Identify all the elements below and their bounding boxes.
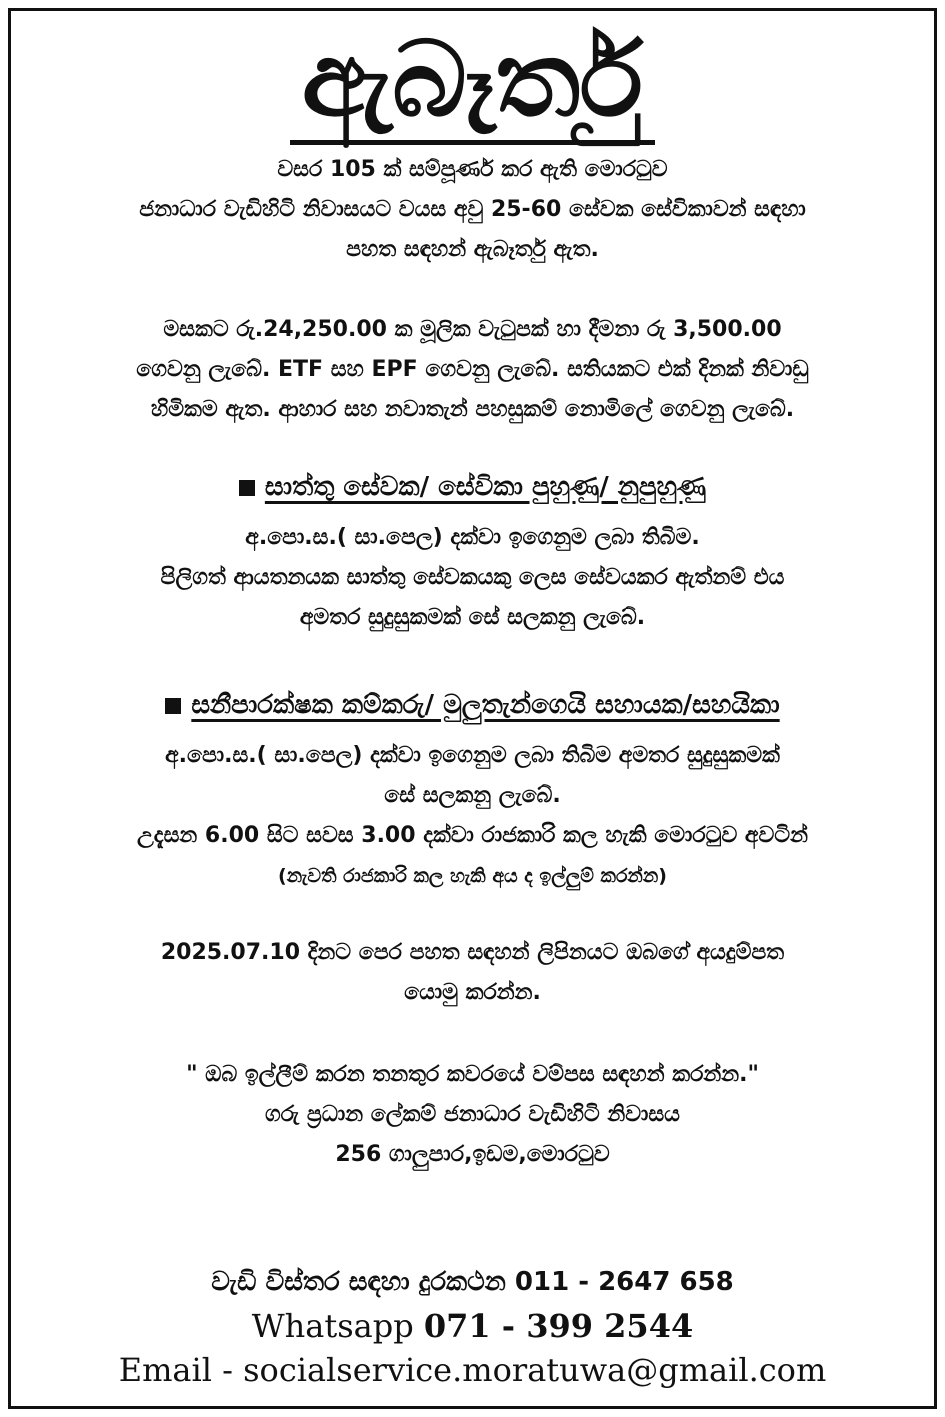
whatsapp-label: Whatsapp (251, 1307, 414, 1345)
phone-line: වැඩි විස්තර සඳහා දුරකථන 011 - 2647 658 (211, 1267, 734, 1297)
deadline-line: යොමු කරන්න. (404, 980, 541, 1005)
address-block (0, 1055, 945, 1175)
whatsapp-line (0, 1304, 945, 1348)
salary-line: මසකට රු.24,250.00 ක මූලික වැටුපක් හා දීමනා රු 3,500.00 (163, 317, 782, 342)
page-title (0, 14, 945, 144)
bullet-square-icon (239, 480, 255, 496)
section2-line: (නැවති රාජකාරි කල හැකි අය ද ඉල්ලුම් කරන්න) (278, 865, 667, 887)
section2-body (0, 736, 945, 896)
section1-line: පිලිගත් ආයතනයක සාත්තු සේවකයකු ලෙස සේවයකර ඇත්නම් එය (160, 565, 785, 590)
section2-line: උදැසන 6.00 සිට සවස 3.00 දක්වා රාජකාරි කල හැකි මොරටුව අවටින් (137, 823, 808, 848)
section1-line: අමතර සුදුසුකමක් සේ සලකනු ලැබේ. (299, 605, 646, 630)
intro-line: ජනාධාර වැඩිහිටි නිවාසයට වයස අවු 25-60 සේවක සේවිකාවන් සඳහා (139, 197, 806, 222)
bullet-square-icon (165, 698, 181, 714)
address-line: ගරු ප්‍රධාන ලේකම් ජනාධාර වැඩිහිටි නිවාසය (265, 1102, 680, 1127)
salary-paragraph (0, 310, 945, 430)
intro-paragraph (0, 150, 945, 270)
title-text: ඇබෑර්තු (290, 18, 655, 145)
section2-line: අ.පො.ස.( සා.පෙල) දක්වා ඉගෙනුම ලබා තිබිම අමතර සුදුසුකමක් (165, 743, 780, 768)
address-line: " ඔබ ඉල්ලීම් කරන තනතුර කවරයේ වම්පස සඳහන් කරන්න." (186, 1062, 759, 1087)
section1-heading (0, 466, 945, 508)
contact-block (0, 1260, 945, 1392)
salary-line: ගෙවනු ලැබේ. ETF සහ EPF ගෙවනු ලැබේ. සතියකට එක් දිනක් නිවාඩු (136, 357, 809, 382)
intro-line: පහත සඳහන් ඇබෑර්තු ඇත. (346, 237, 599, 262)
section2-line: සේ සලකනු ලැබේ. (384, 783, 561, 808)
address-line: 256 ගාලුපාර,ඉඩම,මොරටුව (335, 1142, 610, 1167)
deadline-line: 2025.07.10 දිනට පෙර පහත සඳහන් ලිපිනයට ඔබගේ අයදුම්පත (160, 940, 785, 965)
section1-body (0, 518, 945, 638)
salary-line: හිමිකම ඇත. ආහාර සහ නවාතැන් පහසුකම් නොමිලේ ගෙවනු ලැබේ. (150, 397, 795, 422)
deadline-paragraph (0, 933, 945, 1013)
section2-heading (0, 684, 945, 726)
section2-heading-text: සනීපාරක්ෂක කම්කරු/ මුලුතැන්ගෙයි සහායක/සහයිකා (191, 690, 780, 720)
email-line: Email - socialservice.moratuwa@gmail.com (118, 1351, 827, 1389)
whatsapp-number: 071 - 399 2544 (423, 1307, 694, 1345)
section1-line: අ.පො.ස.( සා.පෙල) දක්වා ඉගෙනුම ලබා තිබිම. (245, 525, 700, 550)
section1-heading-text: සාත්තු සේවක/ සේවිකා පුහුණු/ නුපුහුණු (264, 472, 707, 502)
intro-line: වසර 105 ක් සම්පූර්ණ කර ඇති මොරටුව (277, 157, 668, 182)
